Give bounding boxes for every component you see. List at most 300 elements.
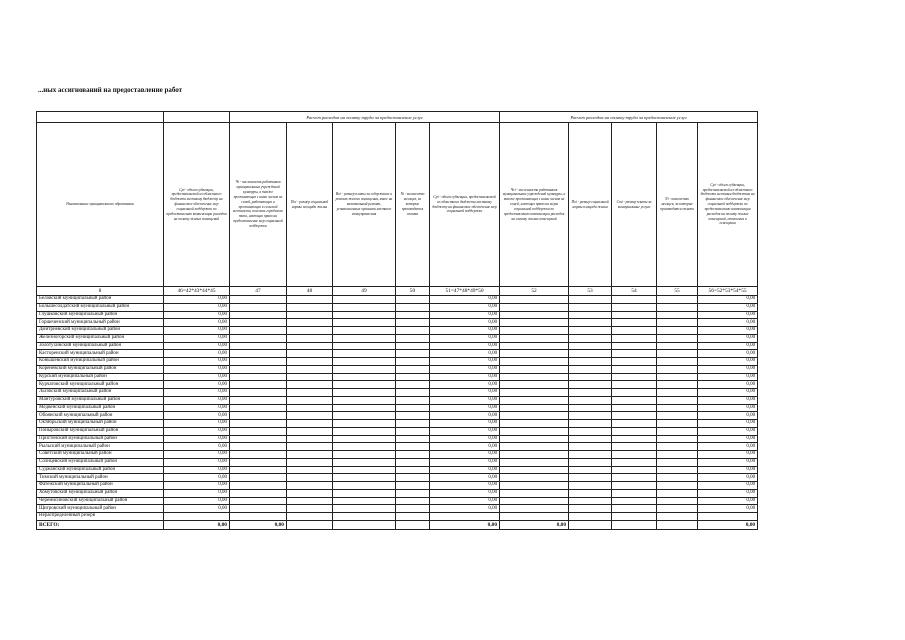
value-cell: 0,00 bbox=[698, 296, 758, 304]
empty-cell bbox=[612, 327, 657, 335]
municipality-name: Черемисиновский муниципальный район bbox=[37, 497, 164, 505]
empty-cell bbox=[500, 303, 569, 311]
empty-cell bbox=[569, 466, 612, 474]
municipality-name: Нераспределенный резерв bbox=[37, 513, 164, 521]
empty-cell bbox=[230, 505, 287, 513]
empty-cell bbox=[500, 381, 569, 389]
table-row bbox=[37, 381, 758, 389]
value-cell: 0,00 bbox=[698, 319, 758, 327]
empty-cell bbox=[500, 427, 569, 435]
value-cell: 0,00 bbox=[698, 396, 758, 404]
empty-cell bbox=[500, 319, 569, 327]
empty-cell bbox=[569, 505, 612, 513]
value-cell: 0,00 bbox=[430, 489, 500, 497]
column-header: Стi - размер платы за коммунальные услуги bbox=[612, 123, 657, 287]
empty-cell bbox=[396, 482, 430, 490]
column-header: Чri - численность работников муниципальных учреждений культуры, а также проживающих с ними членов их семей, имеющих право на меры социальной поддержки по предоставлению компенсации расходов на оплату жилых помещений bbox=[500, 123, 569, 287]
table-row bbox=[37, 513, 758, 521]
empty-cell bbox=[230, 327, 287, 335]
empty-cell bbox=[612, 482, 657, 490]
empty-cell bbox=[569, 443, 612, 451]
empty-cell bbox=[657, 319, 698, 327]
empty-cell bbox=[287, 350, 333, 358]
empty-cell bbox=[333, 404, 396, 412]
empty-cell bbox=[396, 350, 430, 358]
municipality-name: Поныровский муниципальный район bbox=[37, 427, 164, 435]
empty-cell bbox=[657, 303, 698, 311]
empty-cell bbox=[230, 497, 287, 505]
empty-cell bbox=[612, 373, 657, 381]
empty-cell bbox=[230, 412, 287, 420]
empty-cell bbox=[333, 443, 396, 451]
empty-cell bbox=[612, 474, 657, 482]
empty-cell bbox=[657, 427, 698, 435]
empty-cell bbox=[569, 334, 612, 342]
empty-cell bbox=[396, 520, 430, 529]
value-cell: 0,00 bbox=[698, 303, 758, 311]
empty-cell bbox=[230, 451, 287, 459]
table-row bbox=[37, 311, 758, 319]
empty-cell bbox=[500, 482, 569, 490]
empty-cell bbox=[569, 350, 612, 358]
empty-cell bbox=[287, 365, 333, 373]
empty-cell bbox=[333, 451, 396, 459]
empty-cell bbox=[657, 451, 698, 459]
empty-cell bbox=[287, 505, 333, 513]
value-cell: 0,00 bbox=[698, 373, 758, 381]
table-row bbox=[37, 373, 758, 381]
empty-cell bbox=[500, 311, 569, 319]
empty-cell bbox=[612, 311, 657, 319]
value-cell: 0,00 bbox=[698, 365, 758, 373]
municipality-name: Курчатовский муниципальный район bbox=[37, 381, 164, 389]
municipality-name: Октябрьский муниципальный район bbox=[37, 420, 164, 428]
empty-cell bbox=[657, 412, 698, 420]
value-cell: 0,00 bbox=[430, 420, 500, 428]
value-cell: 0,00 bbox=[430, 358, 500, 366]
table-row bbox=[37, 458, 758, 466]
empty-cell bbox=[287, 381, 333, 389]
empty-cell bbox=[569, 435, 612, 443]
municipality-name: Тимский муниципальный район bbox=[37, 474, 164, 482]
value-cell: 0,00 bbox=[430, 427, 500, 435]
value-cell: 0,00 bbox=[698, 474, 758, 482]
empty-cell bbox=[657, 482, 698, 490]
empty-cell bbox=[230, 396, 287, 404]
value-cell: 0,00 bbox=[698, 505, 758, 513]
empty-cell bbox=[657, 358, 698, 366]
value-cell: 0,00 bbox=[430, 435, 500, 443]
value-cell: 0,00 bbox=[430, 296, 500, 304]
table-row bbox=[37, 334, 758, 342]
empty-cell bbox=[287, 303, 333, 311]
empty-cell bbox=[230, 404, 287, 412]
value-cell: 0,00 bbox=[164, 296, 230, 304]
empty-cell bbox=[500, 350, 569, 358]
empty-cell bbox=[657, 443, 698, 451]
value-cell: 0,00 bbox=[698, 482, 758, 490]
column-header: Пoi - размер социальной нормы площади жилья bbox=[287, 123, 333, 287]
empty-cell bbox=[569, 389, 612, 397]
empty-cell bbox=[612, 458, 657, 466]
value-cell: 0,00 bbox=[164, 482, 230, 490]
empty-cell bbox=[612, 520, 657, 529]
value-cell: 0,00 bbox=[164, 381, 230, 389]
empty-cell bbox=[333, 381, 396, 389]
empty-cell bbox=[612, 358, 657, 366]
empty-cell bbox=[287, 427, 333, 435]
column-number: 53 bbox=[569, 287, 612, 296]
empty-cell bbox=[657, 381, 698, 389]
empty-cell bbox=[333, 458, 396, 466]
value-cell: 0,00 bbox=[698, 489, 758, 497]
table-row bbox=[37, 365, 758, 373]
empty-cell bbox=[333, 319, 396, 327]
group-header-blank bbox=[37, 112, 164, 123]
empty-cell bbox=[569, 396, 612, 404]
empty-cell bbox=[287, 334, 333, 342]
empty-cell bbox=[657, 365, 698, 373]
value-cell: 0,00 bbox=[430, 319, 500, 327]
empty-cell bbox=[287, 451, 333, 459]
empty-cell bbox=[396, 474, 430, 482]
municipality-name: Железногорский муниципальный район bbox=[37, 334, 164, 342]
value-cell: 0,00 bbox=[698, 404, 758, 412]
municipality-name: Большесолдатский муниципальный район bbox=[37, 303, 164, 311]
empty-cell bbox=[396, 365, 430, 373]
value-cell: 0,00 bbox=[164, 358, 230, 366]
empty-cell bbox=[500, 458, 569, 466]
empty-cell bbox=[396, 396, 430, 404]
empty-cell bbox=[333, 435, 396, 443]
column-number: 49 bbox=[333, 287, 396, 296]
empty-cell bbox=[333, 482, 396, 490]
empty-cell bbox=[612, 489, 657, 497]
column-number: 54 bbox=[612, 287, 657, 296]
value-cell: 0,00 bbox=[698, 435, 758, 443]
value-cell: 0,00 bbox=[698, 443, 758, 451]
empty-cell bbox=[333, 311, 396, 319]
empty-cell bbox=[612, 396, 657, 404]
municipality-name: Суджанский муниципальный район bbox=[37, 466, 164, 474]
empty-cell bbox=[500, 334, 569, 342]
value-cell: 0,00 bbox=[430, 365, 500, 373]
empty-cell bbox=[657, 466, 698, 474]
empty-cell bbox=[657, 334, 698, 342]
municipality-name: Хомутовский муниципальный район bbox=[37, 489, 164, 497]
municipality-name: Глушковский муниципальный район bbox=[37, 311, 164, 319]
empty-cell bbox=[396, 342, 430, 350]
value-cell: 0,00 bbox=[430, 373, 500, 381]
column-number: 51=47*48*49*50 bbox=[430, 287, 500, 296]
column-number: 8 bbox=[37, 287, 164, 296]
empty-cell bbox=[287, 497, 333, 505]
empty-cell bbox=[569, 513, 612, 521]
empty-cell bbox=[569, 497, 612, 505]
empty-cell bbox=[333, 389, 396, 397]
empty-cell bbox=[569, 365, 612, 373]
empty-cell bbox=[612, 466, 657, 474]
empty-cell bbox=[396, 389, 430, 397]
empty-cell bbox=[230, 296, 287, 304]
empty-cell bbox=[612, 404, 657, 412]
empty-cell bbox=[500, 505, 569, 513]
table-row bbox=[37, 303, 758, 311]
empty-cell bbox=[396, 466, 430, 474]
value-cell: 0,00 bbox=[164, 497, 230, 505]
empty-cell bbox=[612, 342, 657, 350]
empty-cell bbox=[657, 474, 698, 482]
value-cell: 0,00 bbox=[164, 451, 230, 459]
empty-cell bbox=[230, 474, 287, 482]
empty-cell bbox=[333, 513, 396, 521]
empty-cell bbox=[612, 513, 657, 521]
empty-cell bbox=[396, 412, 430, 420]
value-cell: 0,00 bbox=[698, 358, 758, 366]
value-cell: 0,00 bbox=[164, 458, 230, 466]
value-cell: 0,00 bbox=[164, 396, 230, 404]
empty-cell bbox=[569, 458, 612, 466]
value-cell: 0,00 bbox=[164, 466, 230, 474]
table-row bbox=[37, 342, 758, 350]
column-header: Ni - количество месяцев, за которые производится оплата bbox=[396, 123, 430, 287]
value-cell: 0,00 bbox=[430, 404, 500, 412]
empty-cell bbox=[657, 520, 698, 529]
empty-cell bbox=[657, 435, 698, 443]
value-cell: 0,00 bbox=[698, 412, 758, 420]
empty-cell bbox=[230, 334, 287, 342]
empty-cell bbox=[333, 474, 396, 482]
empty-cell bbox=[569, 482, 612, 490]
empty-cell bbox=[230, 342, 287, 350]
empty-cell bbox=[500, 373, 569, 381]
total-value: 0,00 bbox=[230, 520, 287, 529]
empty-cell bbox=[287, 443, 333, 451]
empty-cell bbox=[500, 497, 569, 505]
table-row bbox=[37, 420, 758, 428]
municipality-name: Горшеченский муниципальный район bbox=[37, 319, 164, 327]
empty-cell bbox=[396, 443, 430, 451]
value-cell: 0,00 bbox=[430, 334, 500, 342]
value-cell: 0,00 bbox=[698, 311, 758, 319]
municipality-name: Рыльский муниципальный район bbox=[37, 443, 164, 451]
value-cell: 0,00 bbox=[430, 412, 500, 420]
empty-cell bbox=[612, 365, 657, 373]
value-cell: 0,00 bbox=[430, 350, 500, 358]
empty-cell bbox=[657, 350, 698, 358]
empty-cell bbox=[287, 482, 333, 490]
empty-cell bbox=[287, 513, 333, 521]
empty-cell bbox=[287, 389, 333, 397]
value-cell: 0,00 bbox=[430, 443, 500, 451]
total-value: 0,00 bbox=[698, 520, 758, 529]
empty-cell bbox=[569, 373, 612, 381]
value-cell: 0,00 bbox=[698, 497, 758, 505]
empty-cell bbox=[287, 327, 333, 335]
empty-cell bbox=[230, 427, 287, 435]
empty-cell bbox=[333, 350, 396, 358]
table-row bbox=[37, 489, 758, 497]
empty-cell bbox=[612, 296, 657, 304]
empty-cell bbox=[569, 342, 612, 350]
municipality-name: Дмитриевский муниципальный район bbox=[37, 327, 164, 335]
value-cell: 0,00 bbox=[430, 482, 500, 490]
value-cell: 0,00 bbox=[164, 334, 230, 342]
municipality-name: Медвенский муниципальный район bbox=[37, 404, 164, 412]
municipality-name: Курский муниципальный район bbox=[37, 373, 164, 381]
empty-cell bbox=[396, 334, 430, 342]
empty-cell bbox=[569, 489, 612, 497]
empty-cell bbox=[500, 435, 569, 443]
column-number: 48 bbox=[287, 287, 333, 296]
empty-cell bbox=[500, 513, 569, 521]
value-cell: 0,00 bbox=[164, 319, 230, 327]
empty-cell bbox=[396, 311, 430, 319]
value-cell: 0,00 bbox=[698, 389, 758, 397]
table-row bbox=[37, 296, 758, 304]
empty-cell bbox=[230, 435, 287, 443]
empty-cell bbox=[612, 303, 657, 311]
empty-cell bbox=[396, 358, 430, 366]
table-row bbox=[37, 404, 758, 412]
column-header: Наименование муниципального образования bbox=[37, 123, 164, 287]
value-cell: 0,00 bbox=[164, 303, 230, 311]
value-cell: 0,00 bbox=[430, 311, 500, 319]
empty-cell bbox=[333, 420, 396, 428]
empty-cell bbox=[569, 311, 612, 319]
empty-cell bbox=[569, 327, 612, 335]
value-cell: 0,00 bbox=[164, 443, 230, 451]
empty-cell bbox=[500, 342, 569, 350]
empty-cell bbox=[333, 296, 396, 304]
column-header: Срi - объем субвенции, предоставляемой из областного бюджета местным бюджетам на финансовое обеспечение мер социальной поддержки по предоставлению компенсации расходов на оплату жилых помещений, отопления и освещения bbox=[698, 123, 758, 287]
empty-cell bbox=[230, 389, 287, 397]
column-header: Пoi - размер социальной нормы площади жилья bbox=[569, 123, 612, 287]
column-number: 47 bbox=[230, 287, 287, 296]
municipality-name: Фатежский муниципальный район bbox=[37, 482, 164, 490]
table-row bbox=[37, 327, 758, 335]
empty-cell bbox=[287, 458, 333, 466]
empty-cell bbox=[333, 505, 396, 513]
empty-cell bbox=[569, 520, 612, 529]
municipality-name: Солнцевский муниципальный район bbox=[37, 458, 164, 466]
column-header: Cpi - объем субвенции, предоставляемой из областного бюджета местному бюджету на финансовое обеспечение мер социальной поддержки по предоставлению компенсации расходов на оплату жилых помещений bbox=[164, 123, 230, 287]
empty-cell bbox=[500, 389, 569, 397]
table-row bbox=[37, 451, 758, 459]
empty-cell bbox=[396, 458, 430, 466]
value-cell: 0,00 bbox=[698, 458, 758, 466]
column-header: Чi - численность работников муниципальных учреждений культуры, а также проживающих с ними членов их семей, работающих и проживающих в сельской местности, поселках городского типа, имеющих право на предоставление мер социальной поддержки bbox=[230, 123, 287, 287]
empty-cell bbox=[333, 365, 396, 373]
empty-cell bbox=[230, 458, 287, 466]
table-row bbox=[37, 427, 758, 435]
value-cell: 0,00 bbox=[430, 396, 500, 404]
municipality-name: Золотухинский муниципальный район bbox=[37, 342, 164, 350]
value-cell: 0,00 bbox=[698, 451, 758, 459]
table-row bbox=[37, 412, 758, 420]
empty-cell bbox=[333, 412, 396, 420]
total-label: ВСЕГО: bbox=[37, 520, 164, 529]
value-cell: 0,00 bbox=[430, 466, 500, 474]
municipality-name: Советский муниципальный район bbox=[37, 451, 164, 459]
empty-cell bbox=[657, 342, 698, 350]
empty-cell bbox=[657, 505, 698, 513]
empty-cell bbox=[500, 489, 569, 497]
municipality-name: Мантуровский муниципальный район bbox=[37, 396, 164, 404]
value-cell: 0,00 bbox=[430, 497, 500, 505]
column-number: 50 bbox=[396, 287, 430, 296]
empty-cell bbox=[230, 319, 287, 327]
empty-cell bbox=[500, 412, 569, 420]
value-cell: 0,00 bbox=[164, 474, 230, 482]
empty-cell bbox=[396, 404, 430, 412]
empty-cell bbox=[287, 311, 333, 319]
empty-cell bbox=[500, 396, 569, 404]
empty-cell bbox=[396, 505, 430, 513]
empty-cell bbox=[396, 303, 430, 311]
empty-cell bbox=[396, 319, 430, 327]
empty-cell bbox=[333, 373, 396, 381]
column-header: Вoi - размер платы за содержание и ремонт жилого помещения, взнос на капитальный ремонт, установленных органами местного самоуправления bbox=[333, 123, 396, 287]
empty-cell bbox=[333, 489, 396, 497]
table-row bbox=[37, 497, 758, 505]
empty-cell bbox=[569, 451, 612, 459]
empty-cell bbox=[657, 396, 698, 404]
empty-cell bbox=[287, 474, 333, 482]
empty-cell bbox=[333, 396, 396, 404]
empty-cell bbox=[396, 381, 430, 389]
value-cell: 0,00 bbox=[430, 458, 500, 466]
table-row bbox=[37, 396, 758, 404]
value-cell: 0,00 bbox=[164, 420, 230, 428]
empty-cell bbox=[333, 334, 396, 342]
empty-cell bbox=[396, 427, 430, 435]
empty-cell bbox=[287, 420, 333, 428]
value-cell: 0,00 bbox=[164, 489, 230, 497]
municipality-name: Беловский муниципальный район bbox=[37, 296, 164, 304]
value-cell: 0,00 bbox=[164, 389, 230, 397]
municipality-name: Щигровский муниципальный район bbox=[37, 505, 164, 513]
total-value: 0,00 bbox=[500, 520, 569, 529]
empty-cell bbox=[230, 513, 287, 521]
value-cell: 0,00 bbox=[164, 365, 230, 373]
municipality-name: Конышевский муниципальный район bbox=[37, 358, 164, 366]
empty-cell bbox=[612, 420, 657, 428]
empty-cell bbox=[287, 466, 333, 474]
value-cell: 0,00 bbox=[164, 342, 230, 350]
empty-cell bbox=[230, 311, 287, 319]
empty-cell bbox=[287, 319, 333, 327]
table-row bbox=[37, 466, 758, 474]
value-cell: 0,00 bbox=[698, 381, 758, 389]
column-header-row bbox=[37, 123, 758, 287]
empty-cell bbox=[396, 327, 430, 335]
value-cell: 0,00 bbox=[164, 435, 230, 443]
table-row bbox=[37, 389, 758, 397]
group-header-right: Расчет расходов на оплату труда за предоставление услуг bbox=[500, 112, 758, 123]
value-cell: 0,00 bbox=[430, 303, 500, 311]
table-row bbox=[37, 435, 758, 443]
empty-cell bbox=[612, 427, 657, 435]
empty-cell bbox=[333, 466, 396, 474]
empty-cell bbox=[657, 311, 698, 319]
empty-cell bbox=[657, 458, 698, 466]
municipality-name: Кореневский муниципальный район bbox=[37, 365, 164, 373]
value-cell: 0,00 bbox=[430, 342, 500, 350]
value-cell: 0,00 bbox=[698, 350, 758, 358]
empty-cell bbox=[612, 435, 657, 443]
empty-cell bbox=[333, 303, 396, 311]
